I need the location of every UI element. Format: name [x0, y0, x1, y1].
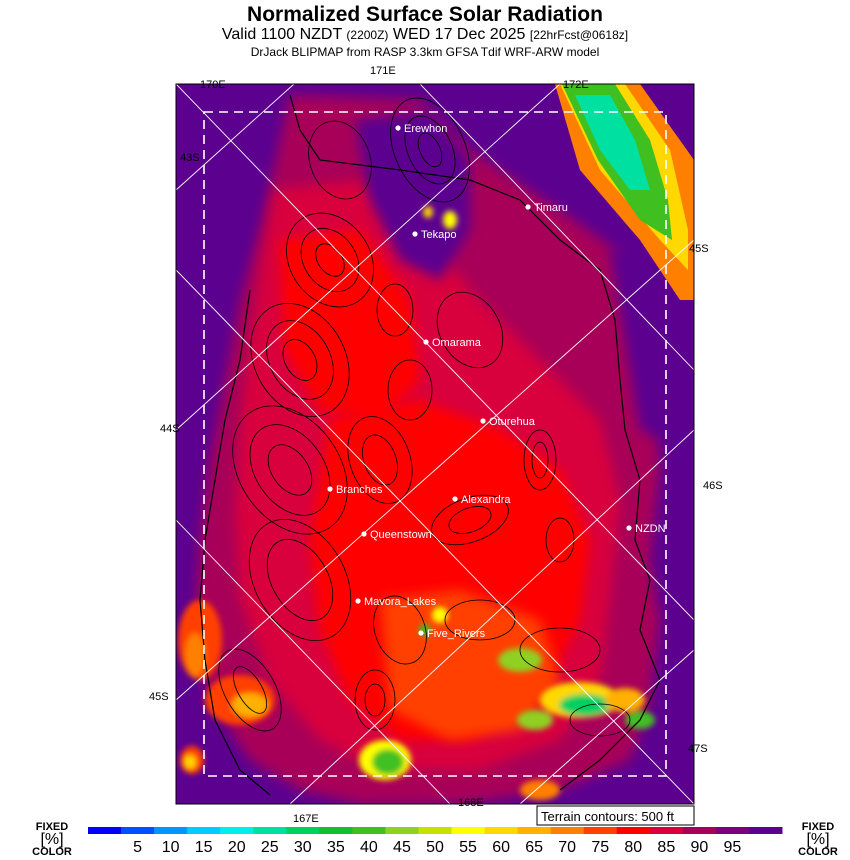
grid-label-47s: 47S — [688, 743, 708, 755]
scale-tick-label: 95 — [723, 839, 742, 856]
scale-tick-label: 65 — [525, 839, 544, 856]
scale-tick-labels — [133, 839, 741, 856]
scale-tick-label: 40 — [360, 839, 378, 856]
scale-tick-label: 80 — [624, 839, 643, 856]
grid-label-44s: 44S — [160, 423, 180, 435]
scale-swatch — [584, 827, 618, 834]
svg-text:Five_Rivers: Five_Rivers — [427, 628, 486, 640]
scale-swatch — [617, 827, 651, 834]
scale-tick-label: 55 — [459, 839, 477, 856]
scale-swatch — [385, 827, 419, 834]
unit-label-right: [%] — [806, 831, 830, 848]
fixed-label-left: FIXED — [35, 821, 69, 833]
scale-swatch — [551, 827, 585, 834]
grid-label-170e: 170E — [200, 79, 226, 91]
svg-text:Erewhon: Erewhon — [404, 123, 448, 135]
grid-label-172e: 172E — [563, 79, 589, 91]
grid-label-171e: 171E — [370, 65, 396, 77]
page-title: Normalized Surface Solar Radiation — [247, 3, 603, 26]
grid-label-168e: 168E — [458, 797, 484, 809]
svg-text:Terrain contours: 500 ft: Terrain contours: 500 ft — [541, 809, 674, 824]
scale-swatch — [716, 827, 750, 834]
grid-label-167e: 167E — [293, 813, 319, 825]
scale-swatch — [452, 827, 486, 834]
scale-swatch — [121, 827, 155, 834]
scale-tick-label: 45 — [393, 839, 411, 856]
scale-swatch — [319, 827, 353, 834]
forecast-date: WED 17 Dec 2025 — [392, 26, 526, 43]
scale-swatch — [650, 827, 684, 834]
unit-label-left: [%] — [40, 831, 64, 848]
svg-text:Omarama: Omarama — [432, 337, 481, 349]
scale-swatch — [253, 827, 287, 834]
scale-tick-label: 10 — [161, 839, 180, 856]
scale-tick-label: 85 — [657, 839, 676, 856]
svg-text:Tekapo: Tekapo — [421, 229, 457, 241]
scale-tick-label: 20 — [227, 839, 246, 856]
scale-swatch — [683, 827, 717, 834]
grid-label-46s: 46S — [703, 480, 723, 492]
svg-text:Queenstown: Queenstown — [370, 529, 432, 541]
model-line: DrJack BLIPMAP from RASP 3.3km GFSA Tdif WRF-ARW model — [250, 45, 600, 59]
scale-tick-label: 75 — [591, 839, 610, 856]
grid-label-45s-right: 45S — [689, 243, 709, 255]
svg-text:Timaru: Timaru — [534, 202, 568, 214]
scale-tick-label: 90 — [690, 839, 709, 856]
svg-text:Branches: Branches — [336, 484, 383, 496]
scale-tick-label: 5 — [133, 839, 143, 856]
svg-text:NZDN: NZDN — [635, 523, 666, 535]
scale-swatch — [749, 827, 783, 834]
scale-tick-label: 30 — [293, 839, 312, 856]
color-label-left: COLOR — [32, 846, 72, 858]
scale-tick-label: 35 — [326, 839, 345, 856]
scale-swatch — [154, 827, 188, 834]
grid-label-45s-left: 45S — [149, 691, 169, 703]
scale-swatch — [220, 827, 254, 834]
forecast-tag: [22hrFcst@0618z] — [529, 28, 629, 42]
svg-text:Alexandra: Alexandra — [461, 494, 511, 506]
svg-text:Oturehua: Oturehua — [489, 416, 535, 428]
scale-tick-label: 25 — [260, 839, 279, 856]
scale-swatch — [485, 827, 519, 834]
valid-prefix: Valid 1100 NZDT — [221, 26, 342, 43]
color-label-right: COLOR — [798, 846, 838, 858]
scale-swatch — [518, 827, 552, 834]
scale-swatch — [286, 827, 320, 834]
scale-swatch — [418, 827, 452, 834]
scale-tick-label: 15 — [194, 839, 213, 856]
scale-swatch — [187, 827, 221, 834]
scale-swatches — [88, 827, 783, 834]
scale-tick-label: 60 — [492, 839, 510, 856]
grid-label-43s: 43S — [180, 152, 200, 164]
scale-tick-label: 50 — [426, 839, 444, 856]
scale-label-left — [28, 822, 76, 858]
scale-label-right — [794, 822, 842, 858]
scale-tick-label: 70 — [558, 839, 577, 856]
svg-text:Mavora_Lakes: Mavora_Lakes — [364, 596, 437, 608]
utc-time: (2200Z) — [346, 28, 389, 42]
scale-swatch — [88, 827, 122, 834]
scale-swatch — [352, 827, 386, 834]
fixed-label-right: FIXED — [801, 821, 835, 833]
